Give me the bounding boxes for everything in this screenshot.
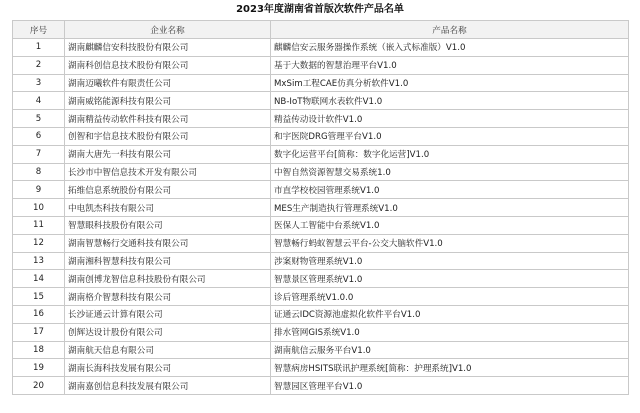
row-number: 2: [13, 56, 65, 74]
table-row: [13, 74, 629, 92]
company-name: 湖南长海科技发展有限公司: [65, 359, 271, 377]
row-number: 14: [13, 270, 65, 288]
company-name: 长沙市中智信息技术开发有限公司: [65, 163, 271, 181]
table-row: [13, 145, 629, 163]
product-name: 智慧景区管理系统V1.0: [271, 270, 629, 288]
row-number: 10: [13, 199, 65, 217]
company-name: 湖南创博龙智信息科技股份有限公司: [65, 270, 271, 288]
company-name: 湖南迈曦软件有限责任公司: [65, 74, 271, 92]
product-name: 湖南航信云服务平台V1.0: [271, 341, 629, 359]
product-name: 智慧畅行蚂蚁智慧云平台-公交大脑软件V1.0: [271, 234, 629, 252]
company-name: 湖南湘科智慧科技有限公司: [65, 252, 271, 270]
header-no: 序号: [13, 21, 65, 39]
product-name: 涉案财物管理系统V1.0: [271, 252, 629, 270]
product-name: 和宇医院DRG管理平台V1.0: [271, 127, 629, 145]
company-name: 湖南嘉创信息科技发展有限公司: [65, 377, 271, 395]
product-name: 精益传动设计软件V1.0: [271, 110, 629, 128]
table-row: [13, 92, 629, 110]
table-row: [13, 110, 629, 128]
company-name: 湖南威铭能源科技有限公司: [65, 92, 271, 110]
company-name: 湖南格介智慧科技有限公司: [65, 288, 271, 306]
table-row: [13, 377, 629, 395]
company-name: 长沙证通云计算有限公司: [65, 305, 271, 323]
row-number: 7: [13, 145, 65, 163]
table-row: [13, 305, 629, 323]
product-name: 基于大数据的智慧治理平台V1.0: [271, 56, 629, 74]
company-name: 创辉达设计股份有限公司: [65, 323, 271, 341]
table-row: [13, 181, 629, 199]
row-number: 13: [13, 252, 65, 270]
table-body: [13, 39, 629, 395]
company-name: 拓维信息系统股份有限公司: [65, 181, 271, 199]
product-name: MES生产制造执行管理系统V1.0: [271, 199, 629, 217]
product-name: 中智自然资源智慧交易系统1.0: [271, 163, 629, 181]
product-name: 智慧园区管理平台V1.0: [271, 377, 629, 395]
product-name: NB-IoT物联网水表软件V1.0: [271, 92, 629, 110]
row-number: 12: [13, 234, 65, 252]
table-row: [13, 199, 629, 217]
product-name: 数字化运营平台[简称：数字化运营]V1.0: [271, 145, 629, 163]
row-number: 20: [13, 377, 65, 395]
company-name: 中电凯杰科技有限公司: [65, 199, 271, 217]
table-row: [13, 234, 629, 252]
product-name: 医保人工智能中台系统V1.0: [271, 216, 629, 234]
row-number: 15: [13, 288, 65, 306]
table-row: [13, 288, 629, 306]
table-row: [13, 252, 629, 270]
company-name: 湖南麒麟信安科技股份有限公司: [65, 39, 271, 57]
row-number: 9: [13, 181, 65, 199]
row-number: 1: [13, 39, 65, 57]
table-row: [13, 270, 629, 288]
row-number: 6: [13, 127, 65, 145]
product-name: MxSim工程CAE仿真分析软件V1.0: [271, 74, 629, 92]
row-number: 5: [13, 110, 65, 128]
company-name: 湖南精益传动软件科技有限公司: [65, 110, 271, 128]
table-row: [13, 341, 629, 359]
company-name: 湖南科创信息技术股份有限公司: [65, 56, 271, 74]
table-header-row: [13, 21, 629, 39]
product-name: 市直学校校园管理系统V1.0: [271, 181, 629, 199]
product-name: 诊后管理系统V1.0.0: [271, 288, 629, 306]
header-company: 企业名称: [65, 21, 271, 39]
row-number: 19: [13, 359, 65, 377]
row-number: 4: [13, 92, 65, 110]
row-number: 18: [13, 341, 65, 359]
row-number: 16: [13, 305, 65, 323]
company-name: 创智和宇信息技术股份有限公司: [65, 127, 271, 145]
page-title: 2023年度湖南省首版次软件产品名单: [236, 4, 404, 15]
product-name: 麒麟信安云服务器操作系统（嵌入式标准版）V1.0: [271, 39, 629, 57]
table-row: [13, 359, 629, 377]
table-row: [13, 163, 629, 181]
company-name: 智慧眼科技股份有限公司: [65, 216, 271, 234]
row-number: 11: [13, 216, 65, 234]
company-name: 湖南航天信息有限公司: [65, 341, 271, 359]
table-row: [13, 39, 629, 57]
company-name: 湖南智慧畅行交通科技有限公司: [65, 234, 271, 252]
company-name: 湖南大唐先一科技有限公司: [65, 145, 271, 163]
product-name: 证通云IDC资源池虚拟化软件平台V1.0: [271, 305, 629, 323]
table-row: [13, 216, 629, 234]
row-number: 3: [13, 74, 65, 92]
row-number: 8: [13, 163, 65, 181]
product-name: 排水管网GIS系统V1.0: [271, 323, 629, 341]
product-name: 智慧病房HSITS联讯护理系统[简称：护理系统]V1.0: [271, 359, 629, 377]
software-product-table: [12, 20, 629, 395]
row-number: 17: [13, 323, 65, 341]
header-product: 产品名称: [271, 21, 629, 39]
table-row: [13, 127, 629, 145]
table-row: [13, 56, 629, 74]
table-row: [13, 323, 629, 341]
